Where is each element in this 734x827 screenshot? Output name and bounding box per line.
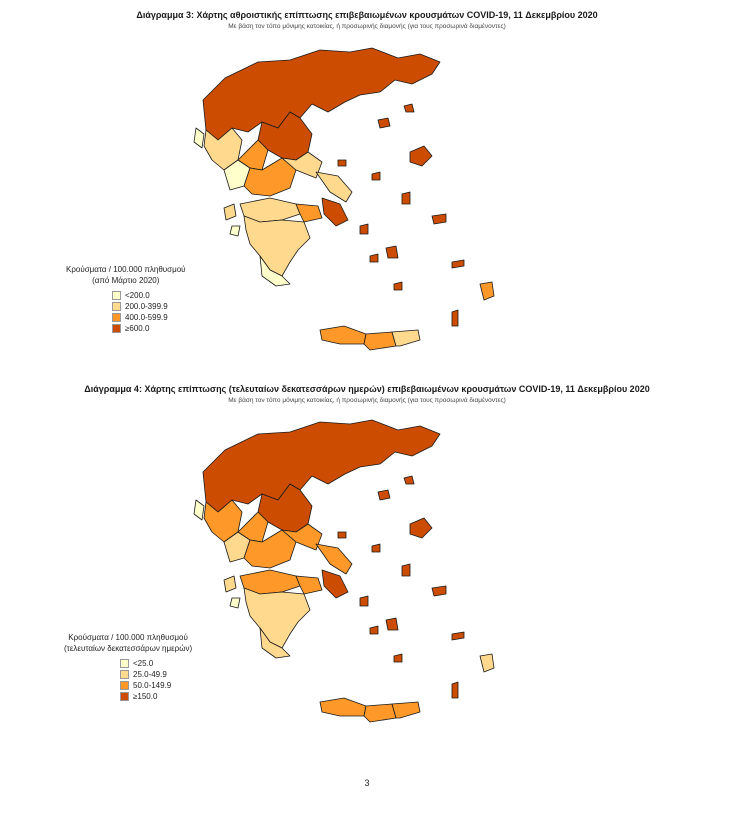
region-attica [322, 570, 348, 598]
region-evia [316, 172, 352, 202]
legend-label: <200.0 [125, 291, 150, 300]
figure4-title: Διάγραμμα 4: Χάρτης επίπτωσης (τελευταίων δεκατεσσάρων ημερών) επιβεβαιωμένων κρουσμάτων COVID-19, 11 Δεκεμβρίου 2020 [84, 384, 650, 394]
legend-item [112, 290, 186, 301]
region-corinth [296, 204, 322, 222]
island-syros [360, 596, 368, 606]
legend-item [112, 301, 186, 312]
legend-title: Κρούσματα / 100.000 πληθυσμού [68, 633, 188, 642]
legend-subtitle: (τελευταίων δεκατεσσάρων ημερών) [64, 644, 193, 653]
region-peloponnese [244, 216, 310, 276]
legend-label: ≥600.0 [125, 324, 150, 333]
legend-swatch [120, 659, 129, 668]
island-syros [360, 224, 368, 234]
legend-swatch [112, 291, 121, 300]
island-lesvos [410, 518, 432, 538]
island-zakynthos [230, 226, 240, 236]
legend-item [112, 323, 186, 334]
island-zakynthos [230, 598, 240, 608]
island-thasos [378, 490, 390, 500]
legend-label: 400.0-599.9 [125, 313, 168, 322]
island-samos [432, 214, 446, 224]
island-sporades [338, 532, 346, 538]
island-kos [452, 632, 464, 640]
island-karpathos [452, 682, 458, 698]
region-evia [316, 544, 352, 574]
island-naxos [386, 246, 398, 258]
legend-swatch [112, 313, 121, 322]
legend-item [120, 691, 192, 702]
island-samos [432, 586, 446, 596]
island-rhodes [480, 282, 494, 300]
island-corfu [194, 500, 204, 520]
legend-label: <25.0 [133, 659, 154, 668]
legend-swatch [120, 681, 129, 690]
figure3-legend [66, 264, 186, 334]
region-north [203, 48, 440, 140]
island-paros [370, 626, 378, 634]
island-kefalonia [224, 576, 236, 592]
legend-item [120, 680, 192, 691]
legend-item [112, 312, 186, 323]
figure4-legend [64, 632, 192, 702]
island-samothraki [404, 104, 414, 112]
legend-item [120, 658, 192, 669]
island-crete-east [392, 702, 420, 718]
island-crete-center [364, 704, 396, 722]
region-attica [322, 198, 348, 226]
island-chios [402, 564, 410, 576]
legend-swatch [120, 692, 129, 701]
island-karpathos [452, 310, 458, 326]
island-lesvos [410, 146, 432, 166]
island-samothraki [404, 476, 414, 484]
figure3-subtitle: Με βάση τον τόπο μόνιμης κατοικίας, ή προσωρινής διαμονής (για τους προσωρινά διαμένοντες) [228, 23, 506, 30]
figure3-title: Διάγραμμα 3: Χάρτης αθροιστικής επίπτωσης επιβεβαιωμένων κρουσμάτων COVID-19, 11 Δεκεμβρίου 2020 [136, 10, 598, 20]
island-thasos [378, 118, 390, 128]
figure4-subtitle: Με βάση τον τόπο μόνιμης κατοικίας, ή προσωρινής διαμονής (για τους προσωρινά διαμένοντες) [228, 397, 506, 404]
island-crete-east [392, 330, 420, 346]
region-north [203, 420, 440, 512]
legend-label: ≥150.0 [133, 692, 158, 701]
island-rhodes [480, 654, 494, 672]
legend-swatch [112, 324, 121, 333]
legend-item [120, 669, 192, 680]
legend-label: 200.0-399.9 [125, 302, 168, 311]
legend-label: 50.0-149.9 [133, 681, 172, 690]
island-corfu [194, 128, 204, 148]
page-number: 3 [364, 778, 370, 788]
legend-subtitle: (από Μάρτιο 2020) [92, 276, 160, 285]
legend-swatch [112, 302, 121, 311]
island-chios [402, 192, 410, 204]
island-santorini [394, 654, 402, 662]
region-peloponnese [244, 588, 310, 648]
island-sporades [338, 160, 346, 166]
island-kos [452, 260, 464, 268]
island-kefalonia [224, 204, 236, 220]
island-skyros [372, 544, 380, 552]
island-santorini [394, 282, 402, 290]
region-corinth [296, 576, 322, 594]
island-crete-west [320, 326, 366, 344]
island-naxos [386, 618, 398, 630]
legend-label: 25.0-49.9 [133, 670, 167, 679]
legend-title: Κρούσματα / 100.000 πληθυσμού [66, 265, 186, 274]
island-skyros [372, 172, 380, 180]
legend-swatch [120, 670, 129, 679]
island-crete-center [364, 332, 396, 350]
island-crete-west [320, 698, 366, 716]
island-paros [370, 254, 378, 262]
